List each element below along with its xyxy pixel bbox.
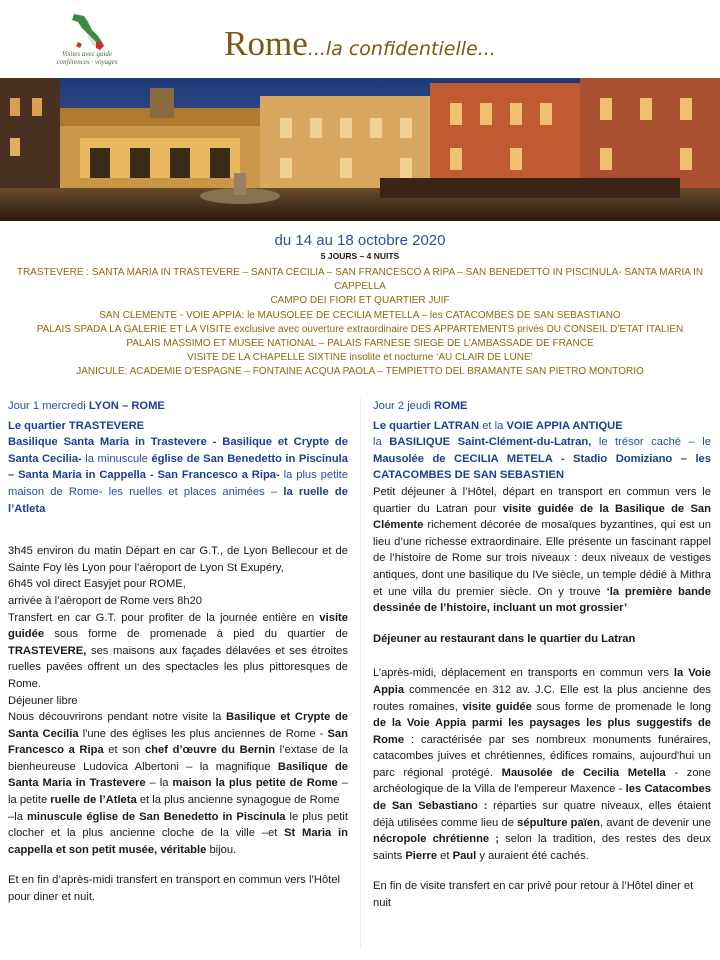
program-list	[10, 266, 710, 380]
day1-paragraph: Transfert en car G.T. pour profiter de la journée entière en visite guidée sous forme de promenade à pied du quartier de TRASTEVERE, ses maisons aux façades délavées et ses étroites ruelles pavées offrent un des spectacles les plus pittoresques de Rome.	[8, 611, 348, 690]
day2-column	[373, 398, 711, 912]
day2-intro: la BASILIQUE Saint-Clément-du-Latran, le trésor caché – le Mausolée de CECILIA METELA - Stadio Domiziano – les CATACOMBES DE SAN SEBASTIEN	[373, 436, 711, 482]
day1-intro: Basilique Santa Maria in Trastevere - Basilique et Crypte de Santa Cecilia- la minuscule église de San Benedetto in Piscinula – Santa Maria in Cappella - San Francesco a Ripa- la plus petite maison de Rome- les ruelles et places animées – la ruelle de l’Atleta	[8, 436, 348, 515]
day1-heading	[8, 398, 348, 415]
logo-text-line1: Visites avec guide	[61, 50, 113, 58]
title-main: Rome	[224, 24, 308, 63]
day2-city: ROME	[433, 400, 468, 412]
title-sub: ...la confidentielle...	[307, 38, 496, 60]
program-line: VISITE DE LA CHAPELLE SIXTINE insolite et nocturne ‘AU CLAIR DE LUNE’	[187, 352, 533, 364]
trip-dates: du 14 au 18 octobre 2020	[274, 232, 446, 249]
day2-label: Jour 2 jeudi	[373, 400, 434, 412]
trip-duration: 5 JOURS – 4 NUITS	[320, 251, 400, 261]
page-title	[0, 24, 720, 64]
banner-photo	[0, 78, 720, 221]
day1-paragraph: Et en fin d’après-midi transfert en transport en commun vers l’Hôtel pour diner et nuit.	[8, 874, 341, 904]
program-line: SAN CLEMENTE - VOIE APPIA: le MAUSOLEE DE CECILIA METELLA – les CATACOMBES DE SAN SEBASTIANO	[99, 309, 621, 321]
day1-paragraph: Déjeuner libre	[8, 694, 78, 707]
day1-quarter: Le quartier TRASTEVERE	[8, 419, 145, 432]
day1-city: LYON – ROME	[88, 400, 165, 412]
day1-paragraph: Nous découvrirons pendant notre visite la Basilique et Crypte de Santa Cecilia l'une des églises les plus anciennes de Rome - San Francesco a Ripa et son chef d’œuvre du Bernin l’extase de la bienheureuse Ludovica Albertoni – la magnifique Basilique de Santa Maria in Trastevere – la maison la plus petite de Rome – la petite ruelle de l’Atleta et la plus ancienne synagogue de Rome	[8, 711, 348, 807]
day2-paragraph: L’après-midi, déplacement en transports en commun vers la Voie Appia commencée en 312 av. J.C. Elle est la plus ancienne des routes romaines, visite guidée sous forme de promenade le long de la Voie Appia parmi les paysages les plus suggestifs de Rome : caractérisée par ses nombreux monuments funéraires, catacombes juives et chrétiennes, édifices romains, aujourd'hui un parc régional protégé. Mausolée de Cecilia Metella - zone archéologique de la Villa de l'empereur Maxence - les Catacombes de San Sebastiano : réparties sur quatre niveaux, elles étaient déjà utilisées comme lieu de sépulture païen, avant de devenir une nécropole chrétienne ; selon la tradition, des restes des deux saints Pierre et Paul y auraient été cachés.	[373, 667, 712, 862]
day1-paragraph: arrivée à l’aéroport de Rome vers 8h20	[8, 594, 203, 607]
day1-paragraph: –la minuscule église de San Benedetto in Piscinula le plus petit clocher et la plus ancienne cloche de la ville –et St Maria in cappella et son petit musée, véritable bijou.	[8, 810, 348, 856]
day2-quarter: Le quartier LATRAN et la VOIE APPIA ANTIQUE	[373, 419, 623, 432]
day2-paragraph: En fin de visite transfert en car privé pour retour à l’Hôtel diner et nuit	[373, 880, 694, 910]
program-line: PALAIS MASSIMO ET MUSEE NATIONAL – PALAIS FARNESE SIEGE DE L’AMBASSADE DE FRANCE	[126, 338, 594, 350]
day2-paragraph: Petit déjeuner à l’Hôtel, départ en transport en commun vers le quartier du Latran pour visite guidée de la Basilique de San Clémente richement décorée de mosaïques byzantines, qui est un lieu d’une richesse extraordinaire. Elle présente un fascinant rappel de l’histoire de Rome sur trois niveaux : deux niveaux de vestiges antiques, dont une basilique du IVe siècle, un temple dédié à Mithra et une villa du premier siècle. On y trouve ‘la première bande dessinée de l’histoire, incluant un mot grossier’	[373, 485, 711, 615]
day1-paragraph: 3h45 environ du matin Départ en car G.T., de Lyon Bellecour et de Sainte Foy lès Lyon pour l’aéroport de Lyon St Exupéry,	[8, 545, 348, 574]
day1-column	[8, 398, 348, 906]
program-line: TRASTEVERE : SANTA MARIA IN TRASTEVERE – SANTA CECILIA – SAN FRANCESCO A RIPA – SAN BENEDETTO IN PISCINULA- SANTA MARIA IN CAPPELLA	[16, 267, 704, 293]
day1-paragraph: 6h45 vol direct Easyjet pour ROME,	[8, 578, 186, 591]
logo-text-line2: conférences · voyages	[56, 58, 118, 66]
column-divider	[360, 398, 361, 948]
program-line: PALAIS SPADA LA GALERIE ET LA VISITE exclusive avec ouverture extraordinaire DES APPARTEMENTS privés DU CONSEIL D’ETAT ITALIEN	[36, 323, 684, 335]
day1-label: Jour 1 mercredi	[8, 400, 89, 412]
day2-heading	[373, 398, 711, 415]
program-line: JANICULE: ACADEMIE D’ESPAGNE – FONTAINE ACQUA PAOLA – TEMPIETTO DEL BRAMANTE SAN PIETRO MONTORIO	[76, 366, 644, 378]
program-line: CAMPO DEI FIORI ET QUARTIER JUIF	[270, 295, 450, 307]
day2-paragraph: Déjeuner au restaurant dans le quartier du Latran	[373, 632, 636, 645]
